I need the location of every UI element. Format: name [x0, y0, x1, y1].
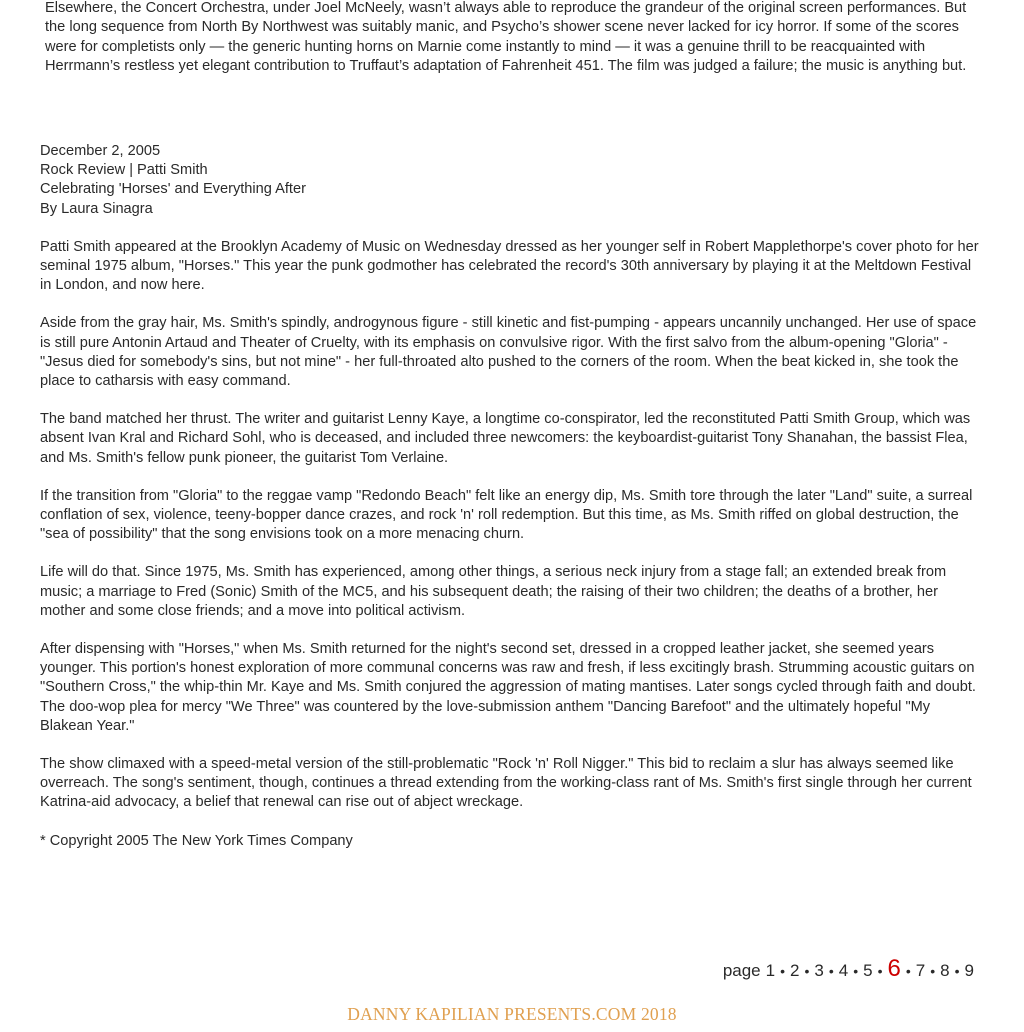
pagination-label: page — [722, 961, 761, 980]
page-current-6: 6 — [887, 955, 901, 982]
article-paragraph: Patti Smith appeared at the Brooklyn Academy of Music on Wednesday dressed as her younger self in Robert Mapplethorpe's cover photo for her seminal 1975 album, "Horses." This year the punk godmother has celebrated the record's 30th anniversary by playing it at the Meltdown Festival in London, and now here. — [40, 238, 979, 294]
page-link-7[interactable]: 7 — [915, 961, 926, 980]
article-paragraph: If the transition from "Gloria" to the reggae vamp "Redondo Beach" felt like an energy dip, Ms. Smith tore through the later "Land" suite, a surreal conflation of sex, violence, teeny-bopper dance crazes, and rock 'n' roll redemption. But this time, as Ms. Smith riffed on global destruction, the "sea of possibility" that the song envisions took on a more menacing churn. — [40, 487, 973, 543]
pagination-separator: • — [930, 963, 936, 979]
page-link-4[interactable]: 4 — [838, 961, 849, 980]
intro-text: Elsewhere, the Concert Orchestra, under Joel McNeely, wasn’t always able to reproduce the grandeur of the original screen performances. But the long sequence from North By Northwest was suitably manic, and Psycho’s shower scene never lacked for icy horror. If some of the scores were for completists only — the generic hunting horns on Marnie come instantly to mind — it was a genuine thrill to be reacquainted with Herrmann’s restless yet elegant contribution to Truffaut’s adaptation of Fahrenheit 451. The film was judged a failure; the music is anything but. — [45, 0, 967, 74]
article-byline: By Laura Sinagra — [40, 200, 153, 217]
article-date: December 2, 2005 — [40, 143, 161, 159]
page-link-2[interactable]: 2 — [790, 961, 800, 980]
pagination-separator: • — [954, 963, 960, 979]
article-paragraph: The band matched her thrust. The writer and guitarist Lenny Kaye, a longtime co-conspirator, led the reconstituted Patti Smith Group, which was absent Ivan Kral and Richard Sohl, who is deceased, and included three newcomers: the keyboardist-guitarist Tony Shanahan, the bassist Flea, and Ms. Smith's fellow punk pioneer, the guitarist Tom Verlaine. — [40, 411, 971, 466]
pagination — [723, 955, 974, 983]
page-link-1[interactable]: 1 — [765, 961, 776, 980]
pagination-separator: • — [828, 963, 834, 979]
article-paragraph: The show climaxed with a speed-metal version of the still-problematic "Rock 'n' Roll Nigger." This bid to reclaim a slur has always seemed like overreach. The song's sentiment, though, continues a thread extending from the working-class rant of Ms. Smith's first single through her current Katrina-aid advocacy, a belief that renewal can rise out of abject wreckage. — [40, 756, 972, 811]
article-paragraph: Life will do that. Since 1975, Ms. Smith has experienced, among other things, a serious neck injury from a stage fall; an extended break from music; a marriage to Fred (Sonic) Smith of the MC5, and his subsequent death; the raising of their two children; the deaths of a brother, her mother and some close friends; and a move into political activism. — [40, 564, 947, 619]
intro-paragraph — [45, 0, 975, 76]
pagination-separator: • — [853, 963, 859, 979]
page-link-3[interactable]: 3 — [814, 961, 824, 980]
pagination-separator: • — [804, 963, 810, 979]
site-footer[interactable]: DANNY KAPILIAN PRESENTS.COM 2018 — [347, 1004, 677, 1024]
article — [40, 142, 980, 851]
article-paragraph: Aside from the gray hair, Ms. Smith's spindly, androgynous figure - still kinetic and fist-pumping - appears uncannily unchanged. Her use of space is still pure Antonin Artaud and Theater of Cruelty, with its emphasis on convulsive rigor. With the first salvo from the album-opening "Gloria" - "Jesus died for somebody's sins, but not mine" - her full-throated alto pushed to the corners of the room. When the beat kicked in, she took the place to catharsis with easy command. — [40, 315, 977, 390]
pagination-separator: • — [905, 963, 911, 979]
article-section: Rock Review | Patti Smith — [40, 162, 208, 179]
pagination-separator: • — [877, 963, 883, 979]
article-paragraph: After dispensing with "Horses," when Ms. Smith returned for the night's second set, dressed in a cropped leather jacket, she seemed years younger. This portion's honest exploration of more communal concerns was raw and fresh, if less excitingly brash. Strumming acoustic guitars on "Southern Cross," the whip-thin Mr. Kaye and Ms. Smith conjured the aggression of mating mantises. Later songs cycled through faith and doubt. The doo-wop plea for mercy "We Three" was countered by the love-submission anthem "Dancing Barefoot" and the ultimately hopeful "My Blakean Year." — [40, 641, 976, 734]
page-link-5[interactable]: 5 — [863, 961, 873, 980]
page-link-9[interactable]: 9 — [964, 961, 974, 980]
pagination-separator: • — [780, 963, 786, 979]
article-meta — [40, 142, 980, 219]
page-link-8[interactable]: 8 — [940, 961, 950, 980]
copyright-notice: * Copyright 2005 The New York Times Company — [40, 832, 353, 849]
article-headline: Celebrating 'Horses' and Everything After — [40, 181, 306, 198]
